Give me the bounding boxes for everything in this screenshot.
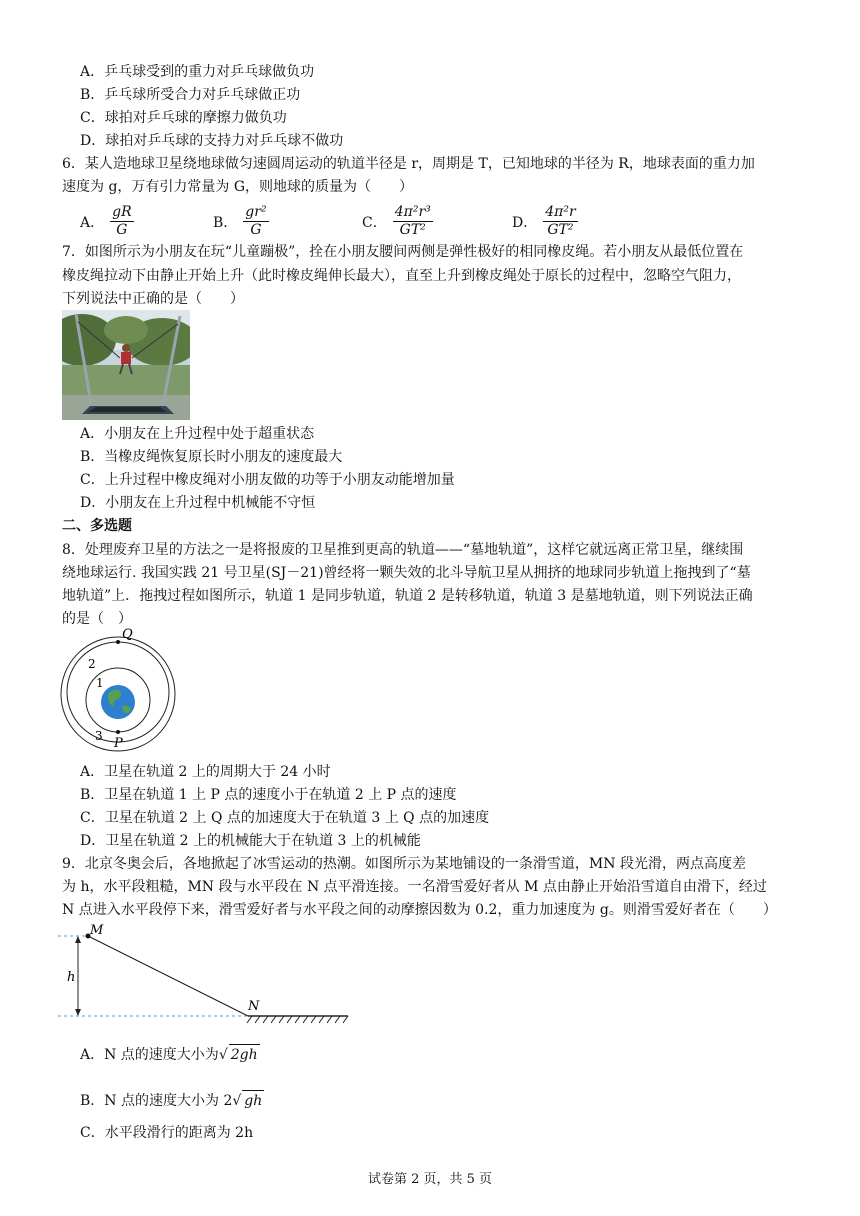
page-footer: 试卷第 2 页，共 5 页: [367, 1172, 493, 1187]
q7-option-a: A．小朋友在上升过程中处于超重状态: [80, 426, 315, 442]
label-orbit-3: 3: [95, 729, 103, 743]
q8-stem-line1: 8．处理废弃卫星的方法之一是将报废的卫星推到更高的轨道——“墓地轨道”，这样它就远离正常卫星，继续围: [62, 542, 744, 558]
point-q-dot: [116, 640, 120, 644]
q9-option-c: C．水平段滑行的距离为 2h: [80, 1125, 254, 1141]
label-orbit-1: 1: [96, 676, 104, 690]
q6-option-d-fraction: [543, 204, 577, 239]
q6-option-c: [362, 204, 433, 239]
label-n: N: [248, 999, 260, 1014]
q6-option-a-fraction: [110, 204, 134, 239]
denominator: G: [250, 222, 262, 238]
q9-option-a: A．N 点的速度大小为√ 2gh: [80, 1044, 260, 1065]
earth-icon: [101, 685, 135, 719]
q5-option-a: A．乒乓球受到的重力对乒乓球做负功: [80, 64, 315, 80]
orbit-diagram: [58, 626, 188, 754]
q7-stem-line3: 下列说法中正确的是（ ）: [62, 291, 244, 307]
trampoline-photo: [62, 310, 190, 420]
slope-line: [88, 936, 248, 1016]
q8-option-c: C．卫星在轨道 2 上 Q 点的加速度大于在轨道 3 上 Q 点的加速度: [80, 810, 490, 826]
q8-option-b: B．卫星在轨道 1 上 P 点的速度小于在轨道 2 上 P 点的速度: [80, 787, 457, 803]
q7-stem-line2: 橡皮绳拉动下由静止开始上升（此时橡皮绳伸长最大），直至上升到橡皮绳处于原长的过程中，忽略空气阻力，: [62, 268, 741, 284]
label-p: P: [114, 736, 123, 751]
q9-option-b-radicand: gh: [242, 1090, 264, 1111]
numerator: 4π²r: [545, 204, 576, 220]
q5-option-d: D．球拍对乒乓球的支持力对乒乓球不做功: [80, 133, 344, 149]
q7-stem-line1: 7．如图所示为小朋友在玩“儿童蹦极”，拴在小朋友腰间两侧是弹性极好的相同橡皮绳。若小朋友从最低位置在: [62, 244, 744, 260]
q5-option-b: B．乒乓球所受合力对乒乓球做正功: [80, 87, 301, 103]
ski-slope-diagram: [58, 920, 358, 1030]
q8-stem-line4: 的是（ ）: [62, 611, 132, 627]
q6-stem-line1: 6．某人造地球卫星绕地球做匀速圆周运动的轨道半径是 r，周期是 T，已知地球的半径为 R，地球表面的重力加: [62, 156, 755, 172]
numerator: 4π²r³: [394, 204, 431, 220]
q8-stem-line3: 地轨道”上．拖拽过程如图所示，轨道 1 是同步轨道，轨道 2 是转移轨道，轨道 3 是墓地轨道，则下列说法正确: [62, 588, 753, 604]
label-h: h: [67, 970, 76, 985]
q6-option-a: [80, 204, 134, 239]
q9-option-b-text: B．N 点的速度大小为 2: [80, 1093, 233, 1109]
q6-option-d: [512, 204, 578, 239]
q9-option-b: B．N 点的速度大小为 2√ gh: [80, 1090, 264, 1111]
q6-stem-line2: 速度为 g，万有引力常量为 G，则地球的质量为（ ）: [62, 179, 414, 195]
numerator: gR: [112, 204, 132, 220]
q9-option-a-text: A．N 点的速度大小为: [80, 1047, 219, 1063]
q5-option-c: C．球拍对乒乓球的摩擦力做负功: [80, 110, 287, 126]
q6-option-c-fraction: [393, 204, 433, 239]
q6-option-a-letter: A．: [80, 214, 105, 231]
denominator: GT²: [399, 222, 426, 238]
q9-stem-line1: 9．北京冬奥会后，各地掀起了冰雪运动的热潮。如图所示为某地铺设的一条滑雪道，MN 段光滑，两点高度差: [62, 856, 746, 872]
q9-option-a-radicand: 2gh: [229, 1044, 260, 1065]
q6-option-c-letter: C．: [362, 214, 387, 231]
label-orbit-2: 2: [88, 657, 96, 671]
denominator: GT²: [547, 222, 574, 238]
q6-option-d-letter: D．: [512, 214, 538, 231]
q6-option-b: [213, 204, 269, 239]
label-q: Q: [122, 627, 133, 642]
q7-option-d: D．小朋友在上升过程中机械能不守恒: [80, 495, 316, 511]
denominator: G: [116, 222, 128, 238]
q8-stem-line2: 绕地球运行. 我国实践 21 号卫星(SJ－21)曾经将一颗失效的北斗导航卫星从拥挤的地球同步轨道上拖拽到了“墓: [62, 565, 751, 581]
numerator: gr²: [245, 204, 267, 220]
label-m: M: [90, 923, 104, 938]
q6-option-b-fraction: [243, 204, 268, 239]
q7-option-b: B．当橡皮绳恢复原长时小朋友的速度最大: [80, 449, 343, 465]
q8-option-d: D．卫星在轨道 2 上的机械能大于在轨道 3 上的机械能: [80, 833, 421, 849]
point-p-dot: [116, 730, 120, 734]
q9-stem-line2: 为 h，水平段粗糙，MN 段与水平段在 N 点平滑连接。一名滑雪爱好者从 M 点由静止开始沿雪道自由滑下，经过: [62, 879, 767, 895]
q9-stem-line3: N 点进入水平段停下来，滑雪爱好者与水平段之间的动摩擦因数为 0.2，重力加速度为 g。则滑雪爱好者在（ ）: [62, 902, 777, 918]
q7-option-c: C．上升过程中橡皮绳对小朋友做的功等于小朋友动能增加量: [80, 472, 455, 488]
q8-option-a: A．卫星在轨道 2 上的周期大于 24 小时: [80, 764, 331, 780]
q6-option-b-letter: B．: [213, 214, 238, 231]
section-heading-multiple-choice: 二、多选题: [62, 518, 132, 534]
